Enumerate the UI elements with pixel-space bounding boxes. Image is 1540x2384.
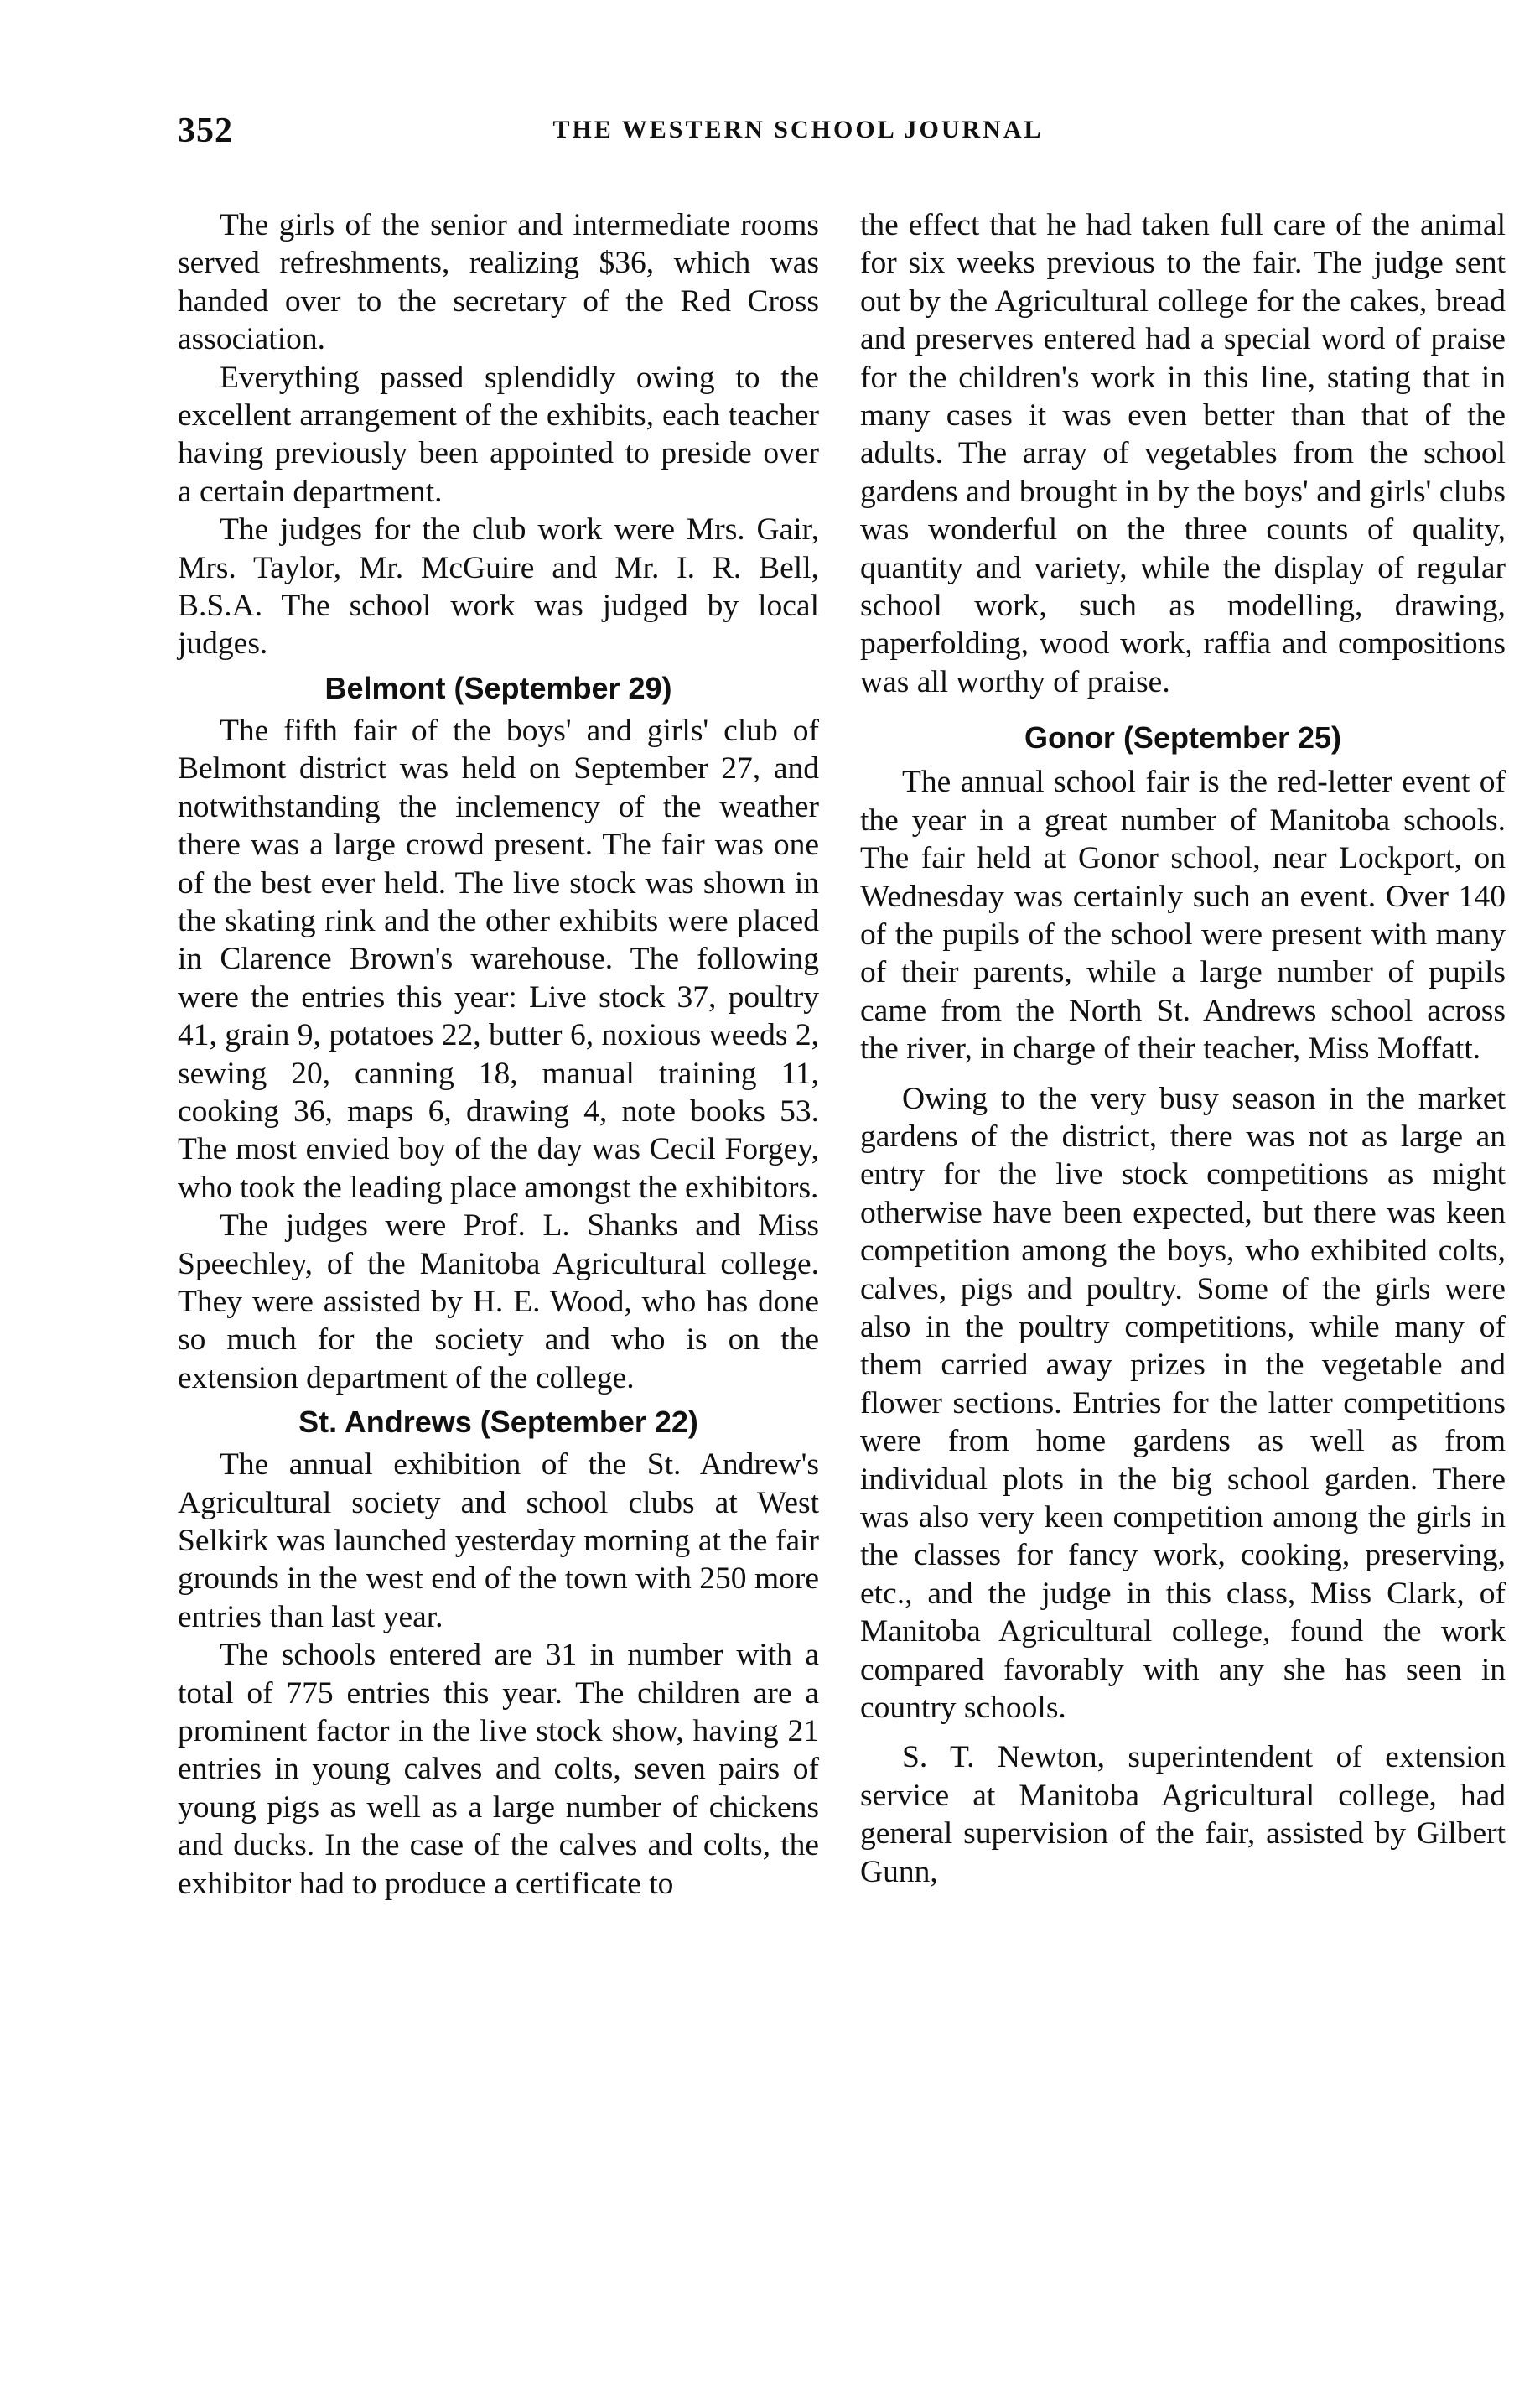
paragraph: Owing to the very busy season in the market gardens of the district, there was not as large an entry for the live stock competitions as might otherwise have been expected, but there was keen competition among the boys, who exhibited colts, calves, pigs and poultry. Some of the girls were also in the poultry competitions, while many of them carried away prizes in the vegetable and flower sections. Entries for the latter competitions were from home gardens as well as from individual plots in the big school garden. There was also very keen competition among the girls in the classes for fancy work, cooking, preserving, etc., and the judge in this class, Miss Clark, of Manitoba Agricultural college, found the work compared favorably with any she has seen in country schools. [860, 1081, 1506, 1726]
paragraph: The judges were Prof. L. Shanks and Miss Speechley, of the Manitoba Agricultural college. They were assisted by H. E. Wood, who has done so much for the society and who is on the extension department of the college. [178, 1208, 819, 1395]
paragraph: The judges for the club work were Mrs. Gair, Mrs. Taylor, Mr. McGuire and Mr. I. R. Bell, B.S.A. The school work was judged by local judges. [178, 512, 819, 662]
paragraph: The girls of the senior and intermediate rooms served refreshments, realizing $36, which was handed over to the secretary of the Red Cross association. [178, 208, 819, 357]
paragraph: The annual exhibition of the St. Andrew's Agricultural society and school clubs at West Selkirk was launched yesterday morning at the fair grounds in the west end of the town with 250 more entries than last year. [178, 1447, 819, 1634]
right-column [860, 206, 1506, 1891]
left-column [178, 206, 819, 1903]
section-heading-gonor: Gonor (September 25) [1024, 720, 1342, 756]
section-heading-st-andrews: St. Andrews (September 22) [298, 1405, 698, 1440]
paragraph-continued: the effect that he had taken full care of the animal for six weeks previous to the fair. The judge sent out by the Agricultural college for the cakes, bread and preserves entered had a special word of praise for the children's work in this line, stating that in many cases it was even better than that of the adults. The array of vegetables from the school gardens and brought in by the boys' and girls' clubs was wonderful on the three counts of quality, quantity and variety, while the display of regular school work, such as modelling, drawing, paperfolding, wood work, raffia and compositions was all worthy of praise. [860, 208, 1506, 699]
paragraph: Everything passed splendidly owing to the excellent arrangement of the exhibits, each teacher having previously been appointed to preside over a certain department. [178, 360, 819, 509]
page-header [178, 111, 1385, 161]
paragraph: S. T. Newton, superintendent of extension service at Manitoba Agricultural college, had general supervision of the fair, assisted by Gilbert Gunn, [860, 1740, 1506, 1889]
page-number: 352 [178, 112, 233, 150]
paragraph: The fifth fair of the boys' and girls' club of Belmont district was held on September 27, and notwithstanding the inclemency of the weather there was a large crowd present. The fair was one of the best ever held. The live stock was shown in the skating rink and the other exhibits were placed in Clarence Brown's warehouse. The following were the entries this year: Live stock 37, poultry 41, grain 9, potatoes 22, butter 6, noxious weeds 2, sewing 20, canning 18, manual training 11, cooking 36, maps 6, drawing 4, note books 53. The most envied boy of the day was Cecil Forgey, who took the leading place amongst the exhibitors. [178, 713, 819, 1205]
paragraph: The annual school fair is the red-letter event of the year in a great number of Manitoba schools. The fair held at Gonor school, near Lockport, on Wednesday was certainly such an event. Over 140 of the pupils of the school were present with many of their parents, while a large number of pupils came from the North St. Andrews school across the river, in charge of their teacher, Miss Moffatt. [860, 765, 1506, 1067]
running-head: THE WESTERN SCHOOL JOURNAL [552, 116, 1044, 143]
section-heading-belmont: Belmont (September 29) [324, 670, 672, 705]
paragraph: The schools entered are 31 in number with a total of 775 entries this year. The children are a prominent factor in the live stock show, having 21 entries in young calves and colts, seven pairs of young pigs as well as a large number of chickens and ducks. In the case of the calves and colts, the exhibitor had to produce a certificate to [178, 1638, 819, 1901]
